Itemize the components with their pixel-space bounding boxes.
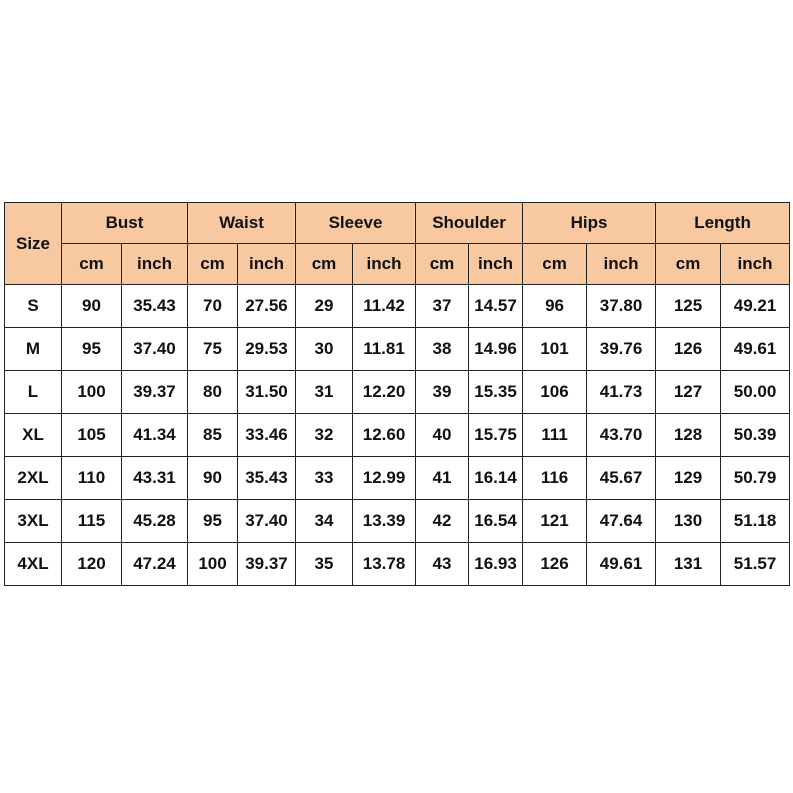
length-inch-cell: 50.79 <box>721 457 790 500</box>
unit-inch-header: inch <box>721 244 790 285</box>
bust-inch-cell: 47.24 <box>122 543 188 586</box>
bust-cm-cell: 105 <box>62 414 122 457</box>
shoulder-header: Shoulder <box>416 203 523 244</box>
waist-inch-cell: 37.40 <box>238 500 296 543</box>
hips-inch-cell: 41.73 <box>587 371 656 414</box>
length-inch-cell: 50.00 <box>721 371 790 414</box>
bust-inch-cell: 39.37 <box>122 371 188 414</box>
length-cm-cell: 127 <box>656 371 721 414</box>
sleeve-cm-cell: 31 <box>296 371 353 414</box>
hips-cm-cell: 111 <box>523 414 587 457</box>
table-row <box>5 543 790 586</box>
sleeve-header: Sleeve <box>296 203 416 244</box>
shoulder-cm-cell: 38 <box>416 328 469 371</box>
bust-cm-cell: 110 <box>62 457 122 500</box>
waist-cm-cell: 80 <box>188 371 238 414</box>
bust-cm-cell: 90 <box>62 285 122 328</box>
length-cm-cell: 128 <box>656 414 721 457</box>
waist-header: Waist <box>188 203 296 244</box>
bust-header: Bust <box>62 203 188 244</box>
bust-cm-cell: 120 <box>62 543 122 586</box>
hips-inch-cell: 49.61 <box>587 543 656 586</box>
unit-inch-header: inch <box>353 244 416 285</box>
shoulder-inch-cell: 14.96 <box>469 328 523 371</box>
shoulder-inch-cell: 16.14 <box>469 457 523 500</box>
waist-cm-cell: 100 <box>188 543 238 586</box>
shoulder-inch-cell: 16.54 <box>469 500 523 543</box>
header-group-row <box>5 203 790 244</box>
length-cm-cell: 130 <box>656 500 721 543</box>
bust-cm-cell: 115 <box>62 500 122 543</box>
size-label-cell: 4XL <box>5 543 62 586</box>
size-header: Size <box>5 203 62 285</box>
hips-cm-cell: 106 <box>523 371 587 414</box>
hips-cm-cell: 126 <box>523 543 587 586</box>
waist-inch-cell: 33.46 <box>238 414 296 457</box>
shoulder-inch-cell: 15.35 <box>469 371 523 414</box>
shoulder-cm-cell: 43 <box>416 543 469 586</box>
shoulder-inch-cell: 15.75 <box>469 414 523 457</box>
size-label-cell: XL <box>5 414 62 457</box>
size-chart-table <box>4 202 790 586</box>
unit-cm-header: cm <box>656 244 721 285</box>
sleeve-inch-cell: 13.39 <box>353 500 416 543</box>
sleeve-inch-cell: 12.99 <box>353 457 416 500</box>
table-row <box>5 285 790 328</box>
table-row <box>5 457 790 500</box>
length-inch-cell: 51.18 <box>721 500 790 543</box>
waist-inch-cell: 29.53 <box>238 328 296 371</box>
size-label-cell: L <box>5 371 62 414</box>
bust-inch-cell: 45.28 <box>122 500 188 543</box>
sleeve-cm-cell: 32 <box>296 414 353 457</box>
header-unit-row <box>5 244 790 285</box>
table-row <box>5 328 790 371</box>
unit-cm-header: cm <box>523 244 587 285</box>
waist-inch-cell: 31.50 <box>238 371 296 414</box>
length-inch-cell: 51.57 <box>721 543 790 586</box>
sleeve-inch-cell: 12.20 <box>353 371 416 414</box>
bust-inch-cell: 43.31 <box>122 457 188 500</box>
hips-inch-cell: 39.76 <box>587 328 656 371</box>
bust-inch-cell: 37.40 <box>122 328 188 371</box>
hips-inch-cell: 47.64 <box>587 500 656 543</box>
sleeve-cm-cell: 33 <box>296 457 353 500</box>
waist-inch-cell: 35.43 <box>238 457 296 500</box>
hips-inch-cell: 37.80 <box>587 285 656 328</box>
table-row <box>5 414 790 457</box>
waist-cm-cell: 95 <box>188 500 238 543</box>
bust-inch-cell: 41.34 <box>122 414 188 457</box>
sleeve-cm-cell: 30 <box>296 328 353 371</box>
unit-cm-header: cm <box>62 244 122 285</box>
length-inch-cell: 49.61 <box>721 328 790 371</box>
hips-cm-cell: 96 <box>523 285 587 328</box>
sleeve-inch-cell: 12.60 <box>353 414 416 457</box>
shoulder-cm-cell: 41 <box>416 457 469 500</box>
table-row <box>5 500 790 543</box>
waist-cm-cell: 75 <box>188 328 238 371</box>
size-label-cell: S <box>5 285 62 328</box>
waist-cm-cell: 70 <box>188 285 238 328</box>
length-inch-cell: 50.39 <box>721 414 790 457</box>
shoulder-cm-cell: 42 <box>416 500 469 543</box>
shoulder-inch-cell: 14.57 <box>469 285 523 328</box>
bust-cm-cell: 95 <box>62 328 122 371</box>
shoulder-cm-cell: 40 <box>416 414 469 457</box>
length-cm-cell: 129 <box>656 457 721 500</box>
length-cm-cell: 125 <box>656 285 721 328</box>
shoulder-inch-cell: 16.93 <box>469 543 523 586</box>
sleeve-inch-cell: 11.42 <box>353 285 416 328</box>
unit-inch-header: inch <box>122 244 188 285</box>
table-row <box>5 371 790 414</box>
bust-inch-cell: 35.43 <box>122 285 188 328</box>
sleeve-cm-cell: 34 <box>296 500 353 543</box>
length-cm-cell: 131 <box>656 543 721 586</box>
waist-cm-cell: 85 <box>188 414 238 457</box>
bust-cm-cell: 100 <box>62 371 122 414</box>
hips-inch-cell: 43.70 <box>587 414 656 457</box>
length-cm-cell: 126 <box>656 328 721 371</box>
sleeve-cm-cell: 35 <box>296 543 353 586</box>
unit-inch-header: inch <box>238 244 296 285</box>
size-label-cell: 2XL <box>5 457 62 500</box>
hips-inch-cell: 45.67 <box>587 457 656 500</box>
hips-cm-cell: 121 <box>523 500 587 543</box>
length-inch-cell: 49.21 <box>721 285 790 328</box>
sleeve-inch-cell: 11.81 <box>353 328 416 371</box>
unit-cm-header: cm <box>188 244 238 285</box>
size-rows <box>5 285 790 586</box>
hips-cm-cell: 116 <box>523 457 587 500</box>
shoulder-cm-cell: 37 <box>416 285 469 328</box>
sleeve-cm-cell: 29 <box>296 285 353 328</box>
unit-inch-header: inch <box>587 244 656 285</box>
sleeve-inch-cell: 13.78 <box>353 543 416 586</box>
size-label-cell: 3XL <box>5 500 62 543</box>
hips-header: Hips <box>523 203 656 244</box>
shoulder-cm-cell: 39 <box>416 371 469 414</box>
length-header: Length <box>656 203 790 244</box>
hips-cm-cell: 101 <box>523 328 587 371</box>
unit-inch-header: inch <box>469 244 523 285</box>
size-label-cell: M <box>5 328 62 371</box>
waist-cm-cell: 90 <box>188 457 238 500</box>
waist-inch-cell: 27.56 <box>238 285 296 328</box>
unit-cm-header: cm <box>296 244 353 285</box>
unit-cm-header: cm <box>416 244 469 285</box>
waist-inch-cell: 39.37 <box>238 543 296 586</box>
